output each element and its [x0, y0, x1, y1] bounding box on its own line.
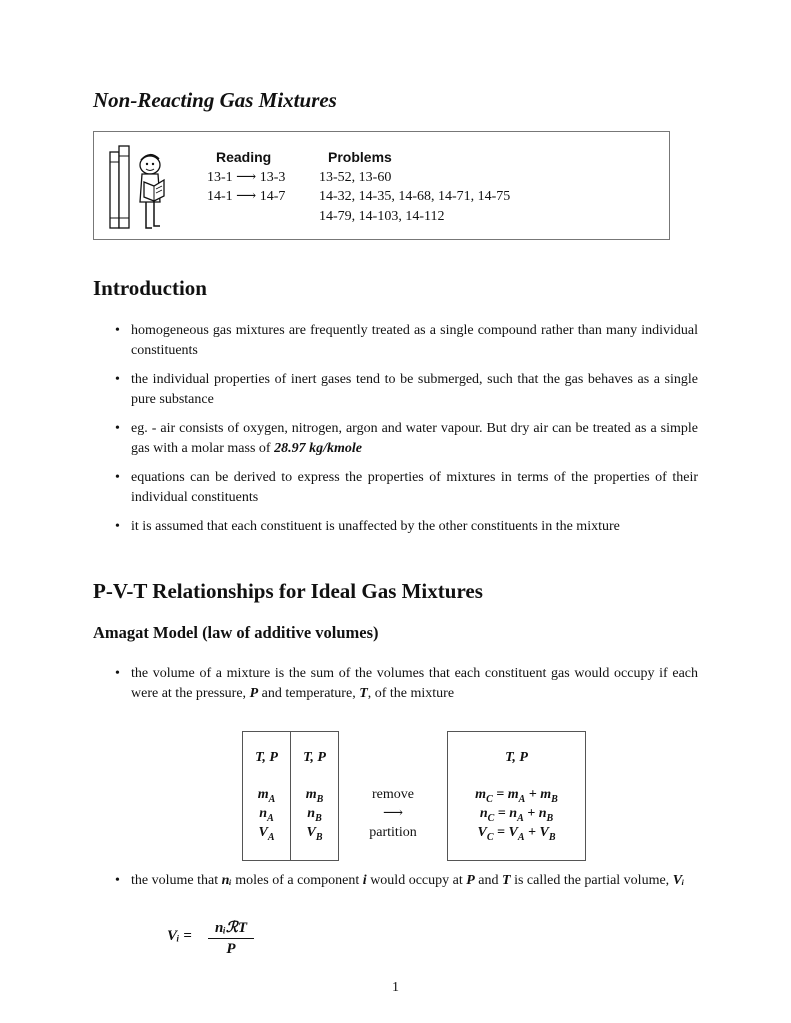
amagat-list	[113, 664, 698, 713]
cell-b-volume: $V_B$	[306, 825, 323, 843]
cell-a-moles: $n_A$	[259, 806, 274, 824]
list-item-text: is called the partial volume,	[514, 873, 670, 888]
list-item: • homogeneous gas mixtures are frequently treated as a single compound rather than many individual constituents	[113, 321, 698, 361]
list-item-text: the volume of a mixture is the sum of the volumes that each constituent gas would occupy if each were at the pressure,	[131, 666, 698, 701]
cell-a-state: T, P	[255, 750, 278, 765]
action-partition-label: partition	[369, 825, 417, 840]
reading-entry: 13-1 ⟶ 13-3	[207, 169, 286, 185]
list-item	[113, 871, 698, 891]
partial-volume-list	[113, 871, 698, 900]
formula-lhs: Vᵢ =	[167, 928, 192, 944]
pvt-heading: P-V-T Relationships for Ideal Gas Mixtures	[93, 579, 483, 603]
list-item: • it is assumed that each constituent is unaffected by the other constituents in the mixture	[113, 517, 698, 537]
symbol-vi: Vᵢ	[672, 873, 685, 888]
list-item-text: eg. - air consists of oxygen, nitrogen, argon and water vapour. But dry air can be treated as a simple gas with a molar mass of	[131, 421, 698, 456]
cell-c-moles: $n_C = n_A + n_B$	[479, 806, 554, 824]
molar-mass-value: 28.97 kg/kmole	[274, 441, 362, 456]
reading-entry: 14-1 ⟶ 14-7	[207, 189, 286, 204]
list-item	[113, 664, 698, 704]
introduction-heading: Introduction	[93, 276, 207, 300]
list-item-text: the volume that	[131, 873, 219, 888]
action-arrow: ⟶	[382, 806, 404, 821]
reading-column	[207, 148, 285, 207]
cell-a-mass: $m_A$	[257, 787, 276, 805]
formula-numerator: nᵢℛT	[208, 918, 254, 939]
formula-denominator: P	[226, 941, 236, 957]
list-item-text: , of the mixture	[367, 686, 455, 701]
list-item	[113, 419, 698, 459]
list-item-text: moles of a component	[235, 873, 360, 888]
problems-entry: 13-52, 13-60	[319, 169, 392, 185]
problems-column	[319, 148, 510, 226]
cell-b-state: T, P	[303, 750, 326, 765]
symbol-i: i	[362, 873, 367, 888]
cell-c-volume: $V_C = V_A + V_B$	[477, 825, 556, 843]
page-title: Non-Reacting Gas Mixtures	[93, 88, 337, 112]
list-item-text: and temperature,	[261, 686, 356, 701]
symbol-p: P	[249, 686, 259, 701]
cell-c-state: T, P	[505, 750, 528, 765]
cell-b-moles: $n_B$	[307, 806, 322, 824]
cell-b-mass: $m_B$	[305, 787, 324, 805]
problems-entry: 14-32, 14-35, 14-68, 14-71, 14-75	[319, 189, 511, 204]
cell-a-volume: $V_A$	[258, 825, 275, 843]
list-item: • equations can be derived to express the properties of mixtures in terms of the properties of their individual constituents	[113, 468, 698, 508]
symbol-ni: nᵢ	[221, 873, 232, 888]
amagat-heading: Amagat Model (law of additive volumes)	[93, 623, 379, 642]
formula-fraction	[208, 918, 254, 959]
reading-header: Reading	[216, 149, 272, 165]
symbol-t: T	[502, 873, 511, 888]
reading-mascot-icon	[104, 140, 168, 232]
cell-c-mass: $m_C = m_A + m_B$	[475, 787, 558, 805]
list-item: • the individual properties of inert gases tend to be submerged, such that the gas behaves as a single pure substance	[113, 370, 698, 410]
introduction-list	[113, 321, 698, 546]
reading-box	[93, 131, 670, 240]
symbol-t: T	[359, 686, 368, 701]
problems-header: Problems	[328, 149, 392, 165]
page-number: 1	[392, 980, 399, 995]
list-item-text: would occupy at	[370, 873, 463, 888]
problems-entry: 14-79, 14-103, 14-112	[319, 208, 445, 224]
symbol-p: P	[466, 873, 475, 888]
action-remove-label: remove	[372, 787, 414, 802]
list-item-text: and	[478, 873, 499, 888]
